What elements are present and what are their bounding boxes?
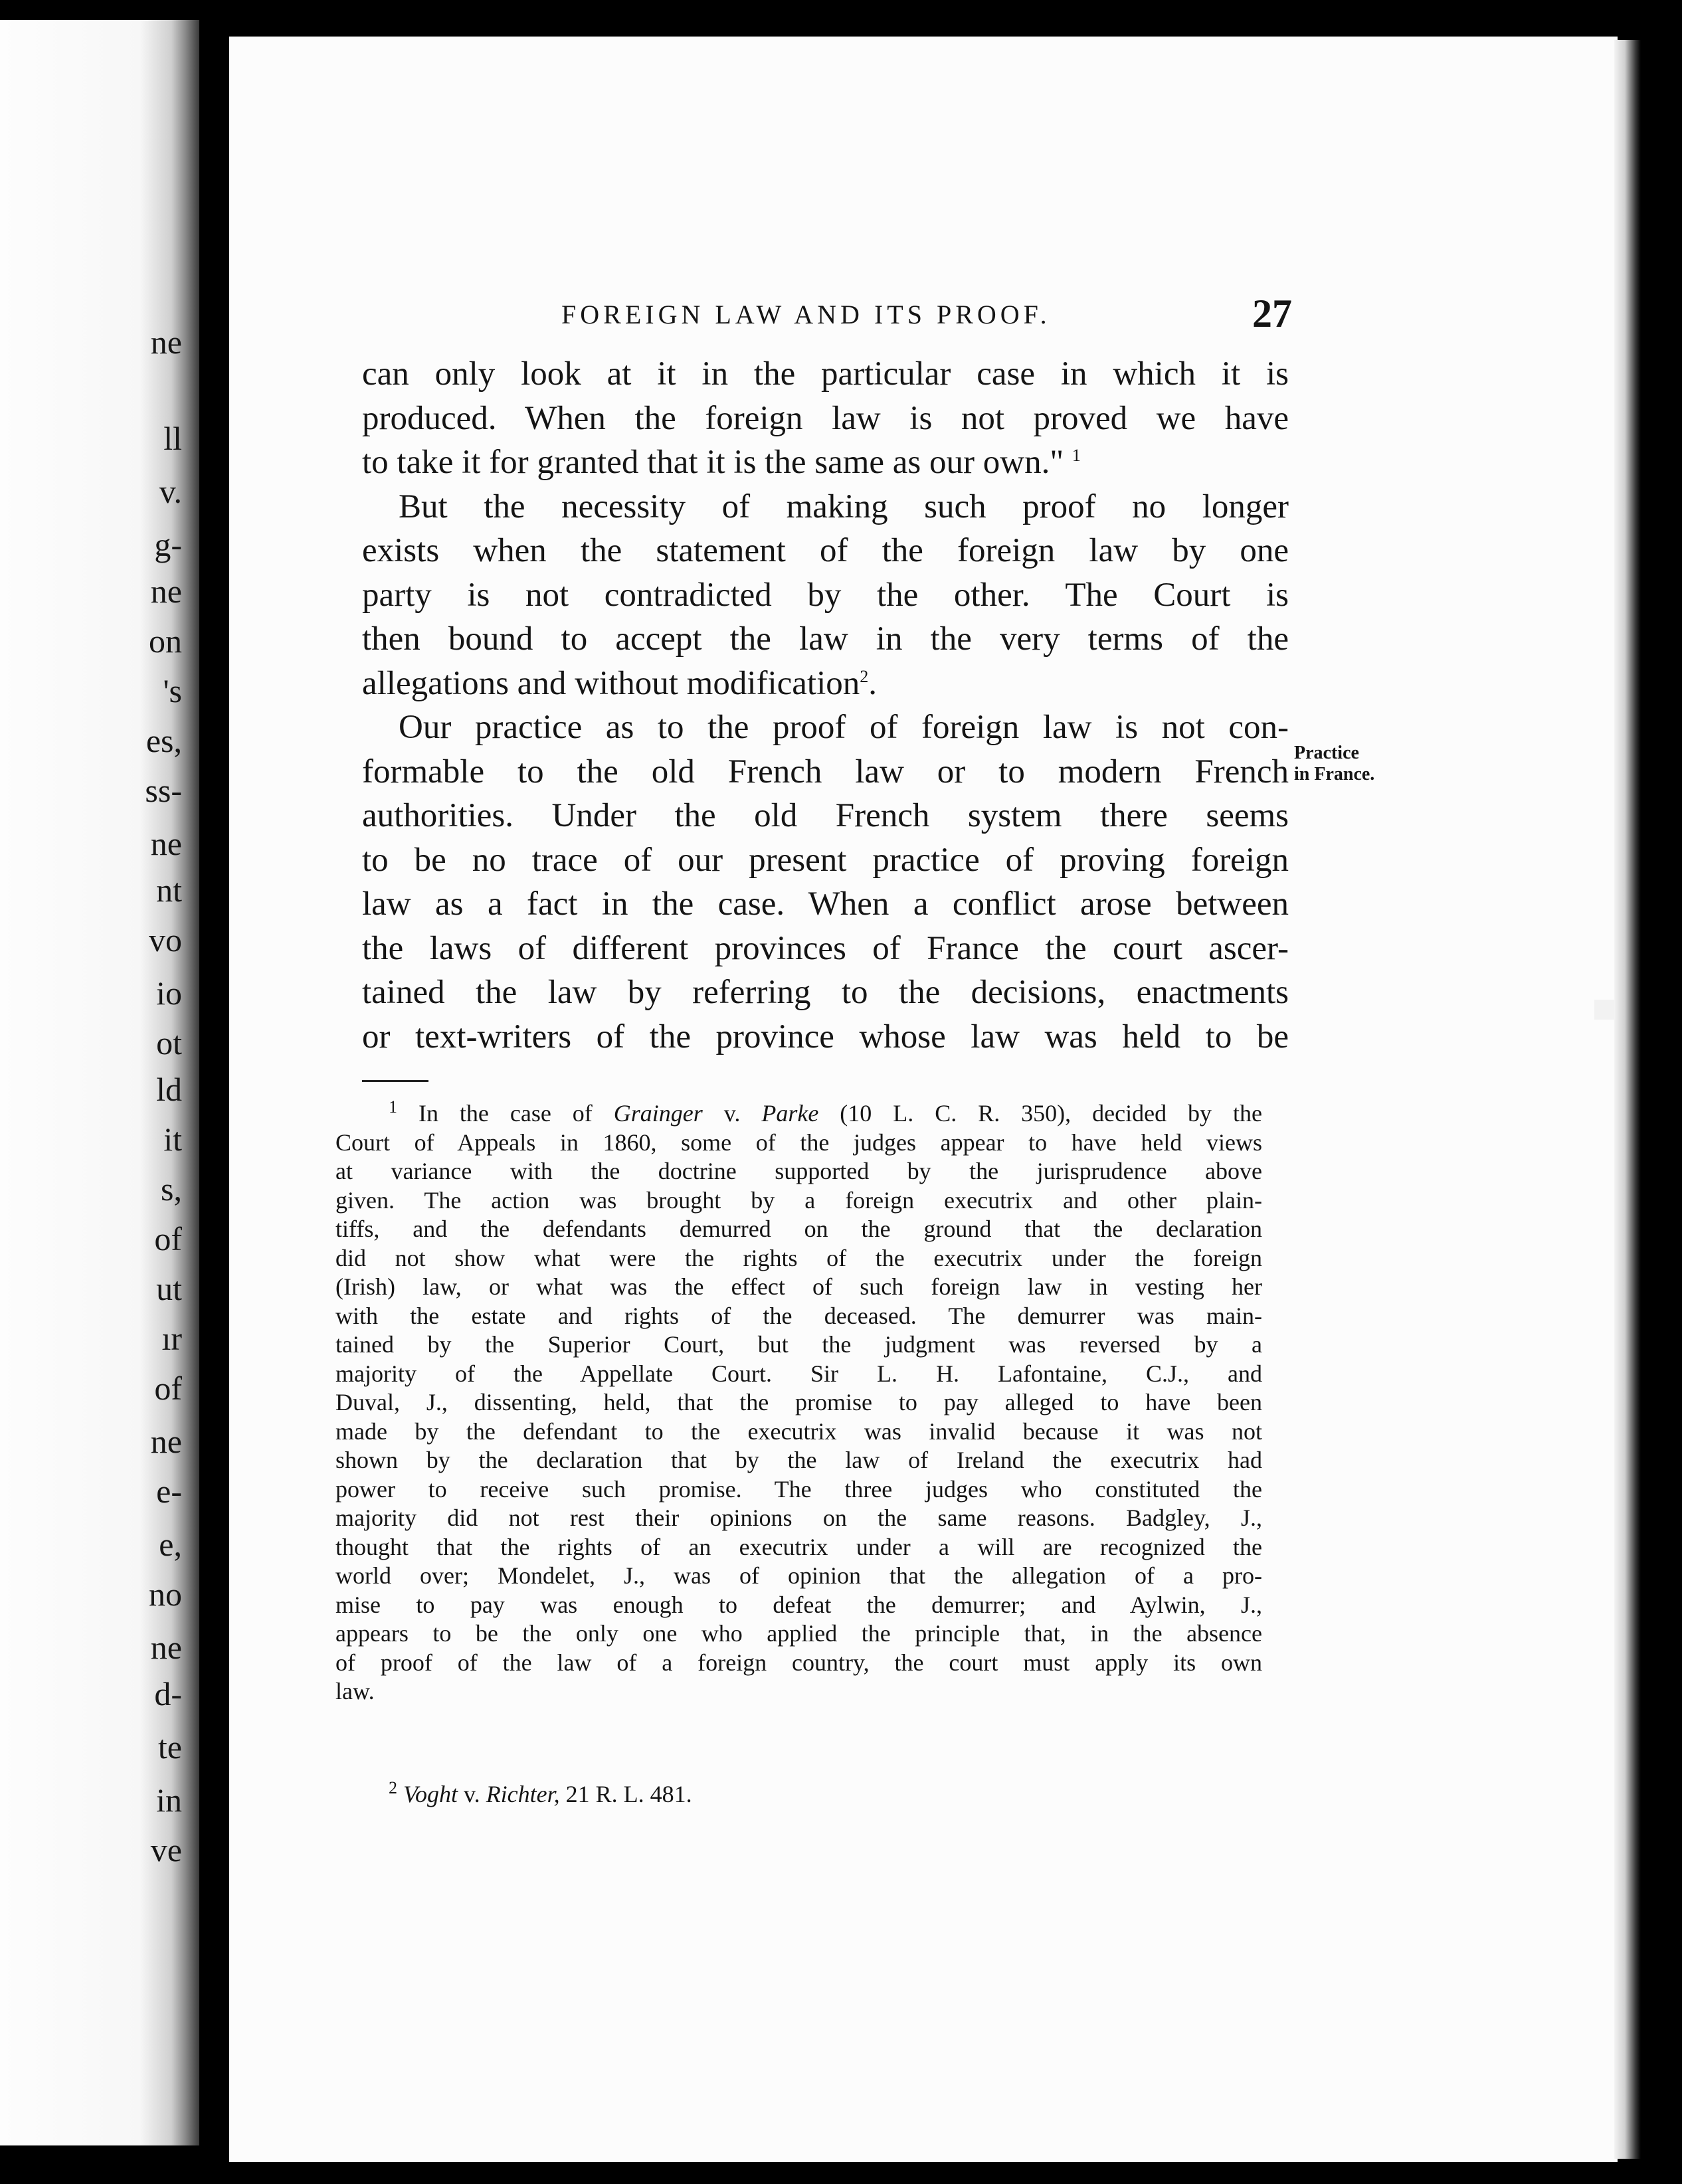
footnote-2: $^2$ Voght v. Richter, 21 R. L. 481. [389, 1778, 692, 1807]
body-line: to take it for granted that it is the same as our own." $^1$ [362, 444, 1081, 481]
footnote-line: (Irish) law, or what was the effect of such foreign law in vesting her [335, 1273, 1262, 1300]
footnote-1 [335, 1099, 1262, 1706]
body-line: formable to the old French law or to modern French [362, 753, 1289, 790]
left-page [0, 20, 199, 2145]
left-page-text-fragments [0, 20, 193, 2145]
footnote-line: Court of Appeals in 1860, some of the judges appear to have held views [335, 1129, 1262, 1156]
body-line: law as a fact in the case. When a conflict arose between [362, 885, 1289, 923]
marginal-note-line: Practice [1294, 743, 1359, 763]
right-page-edge [1614, 40, 1641, 2159]
footnote-line: appears to be the only one who applied the principle that, in the absence [335, 1620, 1262, 1647]
body-line: the laws of different provinces of France the court ascer- [362, 929, 1289, 967]
left-page-fragment: of [154, 1220, 182, 1257]
left-page-fragment: ne [150, 825, 182, 862]
page-number: 27 [1252, 292, 1292, 335]
footnote-line: shown by the declaration that by the law of Ireland the executrix had [335, 1447, 1262, 1473]
footnote-marker: 1 [389, 1099, 397, 1117]
footnote-line: with the estate and rights of the deceased. The demurrer was main- [335, 1302, 1262, 1329]
body-text [362, 352, 1289, 1059]
footnote-line: world over; Mondelet, J., was of opinion that the allegation of a pro- [335, 1562, 1262, 1589]
left-page-fragment: v. [159, 473, 182, 510]
left-page-fragment: ut [156, 1270, 182, 1307]
body-line: Our practice as to the proof of foreign law is not con- [399, 709, 1289, 746]
left-page-fragment: no [149, 1576, 182, 1613]
left-page-fragment: g- [154, 526, 182, 563]
body-line: tained the law by referring to the decisions, enactments [362, 974, 1289, 1011]
page-header [362, 291, 1292, 344]
left-page-fragment: io [156, 974, 182, 1012]
body-line: allegations and without modification$^2$. [362, 664, 878, 702]
left-page-fragment: e, [159, 1526, 182, 1563]
body-line: party is not contradicted by the other. The Court is [362, 576, 1289, 614]
footnote-line: majority did not rest their opinions on the same reasons. Badgley, J., [335, 1504, 1262, 1531]
marginal-note-line: in France. [1294, 764, 1375, 784]
left-page-fragment: of [154, 1370, 182, 1407]
left-page-fragment: e- [156, 1473, 182, 1510]
left-page-fragment: ll [163, 420, 182, 457]
footnote-line: of proof of the law of a foreign country, the court must apply its own [335, 1649, 1262, 1676]
running-head: FOREIGN LAW AND ITS PROOF. [561, 300, 1051, 329]
left-page-fragment: on [149, 622, 182, 660]
left-page-fragment: vo [149, 921, 182, 958]
left-page-fragment: ve [150, 1831, 182, 1868]
left-page-fragment: ır [161, 1320, 182, 1357]
footnote-marker: 1 [1072, 446, 1081, 465]
left-page-fragment: ot [156, 1024, 182, 1061]
body-line: exists when the statement of the foreign law by one [362, 532, 1289, 569]
footnote-line: thought that the rights of an executrix under a will are recognized the [335, 1533, 1262, 1560]
left-page-fragment: te [157, 1728, 182, 1766]
footnote-line: at variance with the doctrine supported by the jurisprudence above [335, 1158, 1262, 1184]
footnote-line: given. The action was brought by a foreign executrix and other plain- [335, 1186, 1262, 1214]
footnote-rule [362, 1080, 428, 1082]
left-page-fragment: ne [150, 1423, 182, 1460]
footnote-line: majority of the Appellate Court. Sir L. H. Lafontaine, C.J., and [335, 1360, 1262, 1387]
body-line: produced. When the foreign law is not proved we have [362, 399, 1289, 437]
marginal-note [1294, 743, 1374, 785]
footnote-line: Duval, J., dissenting, held, that the promise to pay alleged to have been [335, 1389, 1262, 1415]
left-page-fragment: ne [150, 573, 182, 610]
footnote-marker: 2 [860, 666, 869, 686]
left-page-fragment: ld [156, 1071, 182, 1108]
left-page-fragment: ne [150, 323, 182, 361]
body-line: can only look at it in the particular case in which it is [362, 355, 1289, 393]
body-line: But the necessity of making such proof no longer [399, 488, 1289, 525]
body-line: to be no trace of our present practice of proving foreign [362, 841, 1289, 879]
footnote-line: power to receive such promise. The three judges who constituted the [335, 1475, 1262, 1502]
footnote-line: $^1$ In the case of Grainger v. Parke (10 L. C. R. 350), decided by the [335, 1099, 1262, 1129]
body-line: authorities. Under the old French system there seems [362, 797, 1289, 834]
left-page-fragment: nt [156, 871, 182, 909]
left-page-fragment: ss- [145, 772, 182, 809]
footnote-line: did not show what were the rights of the executrix under the foreign [335, 1244, 1262, 1271]
footnote-line: made by the defendant to the executrix was invalid because it was not [335, 1417, 1262, 1445]
left-page-fragment: in [156, 1781, 182, 1819]
left-page-fragment: d- [154, 1675, 182, 1712]
left-page-fragment: ne [150, 1629, 182, 1666]
left-page-fragment: it [163, 1121, 182, 1158]
footnote-line: tained by the Superior Court, but the judgment was reversed by a [335, 1331, 1262, 1358]
footnote-line: tiffs, and the defendants demurred on the ground that the declaration [335, 1216, 1262, 1242]
footnote-marker: 2 [389, 1778, 397, 1797]
left-page-fragment: es, [145, 722, 182, 759]
left-page-fragment: 's [163, 672, 182, 709]
body-line: then bound to accept the law in the very terms of the [362, 620, 1289, 658]
left-page-fragment: s, [161, 1170, 182, 1208]
body-line: or text-writers of the province whose law was held to be [362, 1018, 1289, 1055]
footnote-line: law. [335, 1678, 375, 1704]
footnote-line: mise to pay was enough to defeat the demurrer; and Aylwin, J., [335, 1591, 1262, 1618]
